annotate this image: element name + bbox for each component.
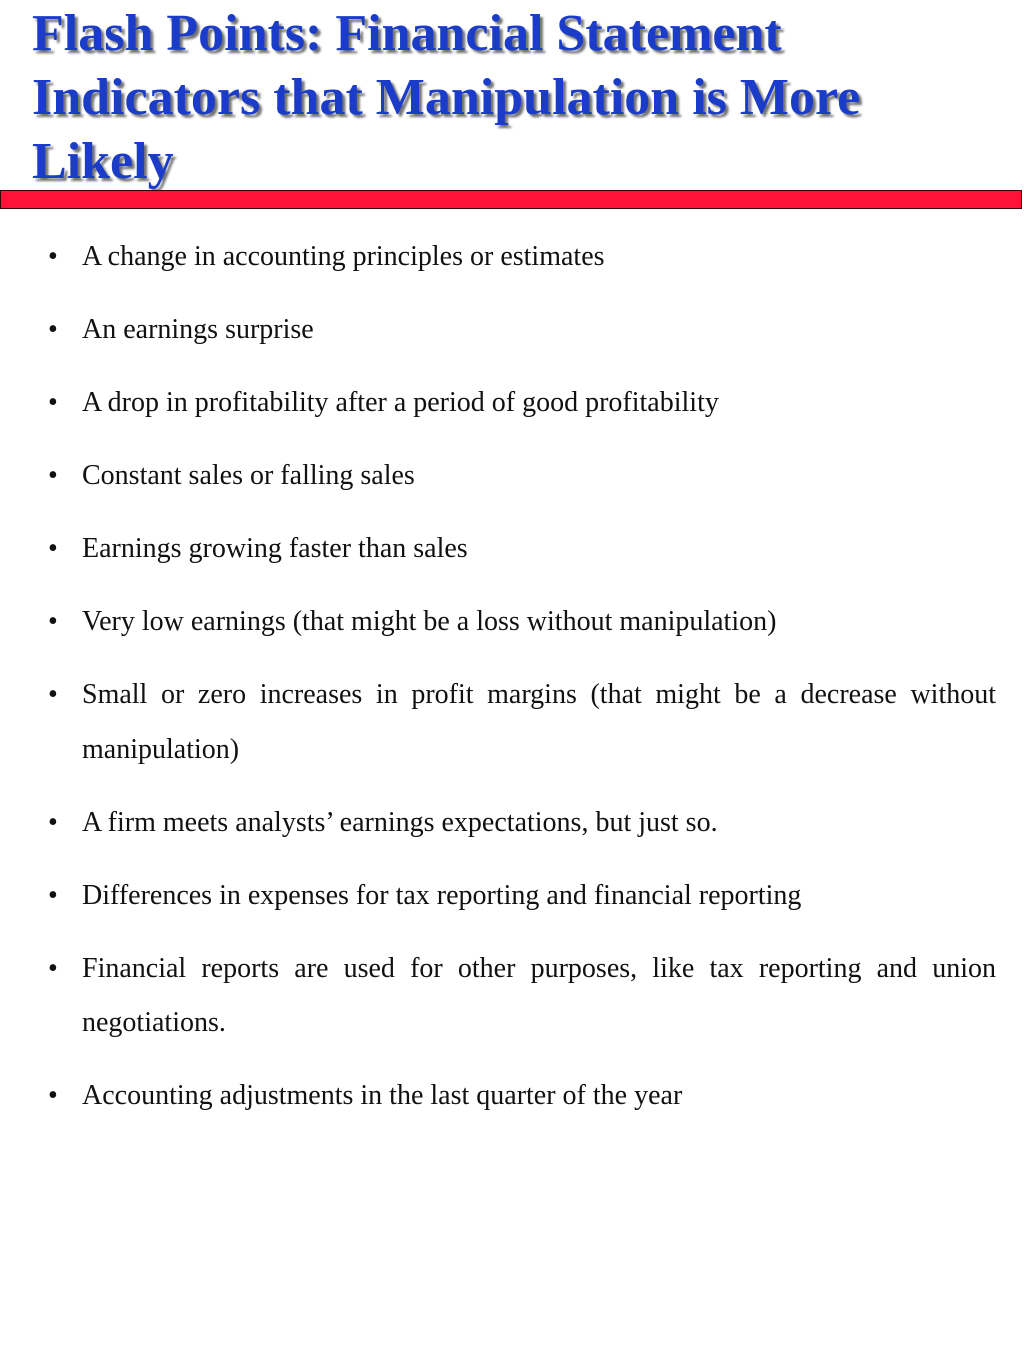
slide-title: Flash Points: Financial Statement Indicators that Manipulation is More Likely (32, 5, 861, 190)
bullet-text: A firm meets analysts’ earnings expectations, but just so. (82, 806, 718, 838)
bullet-dot-icon: • (48, 460, 58, 491)
bullet-text: Small or zero increases in profit margins (that might be a decrease without manipulation) (82, 679, 996, 765)
bullet-dot-icon: • (48, 806, 58, 838)
bullet-text: A drop in profitability after a period of good profitability (82, 387, 719, 418)
bullet-item (0, 942, 1024, 1051)
bullet-text: Earnings growing faster than sales (82, 533, 468, 564)
bullet-item (0, 1069, 1024, 1124)
bullet-dot-icon: • (48, 679, 58, 710)
bullet-dot-icon: • (48, 1080, 58, 1111)
title-divider (0, 190, 1022, 209)
bullet-item (0, 303, 1024, 358)
bullet-text: Differences in expenses for tax reporting and financial reporting (82, 879, 802, 911)
bullet-text: Constant sales or falling sales (82, 460, 415, 491)
bullet-item (0, 668, 1024, 777)
bullet-dot-icon: • (48, 314, 58, 345)
bullet-dot-icon: • (48, 387, 58, 418)
bullet-item (0, 230, 1024, 285)
bullet-dot-icon: • (48, 952, 58, 984)
bullet-text: Financial reports are used for other purposes, like tax reporting and union negotiations. (82, 952, 996, 1038)
bullet-item (0, 595, 1024, 650)
bullet-text: An earnings surprise (82, 314, 314, 345)
bullet-item (0, 522, 1024, 577)
bullet-item (0, 796, 1024, 851)
bullet-text: A change in accounting principles or estimates (82, 241, 605, 272)
bullet-list (0, 230, 1024, 1142)
bullet-dot-icon: • (48, 879, 58, 911)
bullet-dot-icon: • (48, 241, 58, 272)
bullet-item (0, 869, 1024, 924)
bullet-text: Accounting adjustments in the last quarter of the year (82, 1080, 683, 1111)
bullet-item (0, 376, 1024, 431)
bullet-dot-icon: • (48, 606, 58, 637)
bullet-item (0, 449, 1024, 504)
bullet-text: Very low earnings (that might be a loss without manipulation) (82, 606, 777, 637)
bullet-dot-icon: • (48, 533, 58, 564)
